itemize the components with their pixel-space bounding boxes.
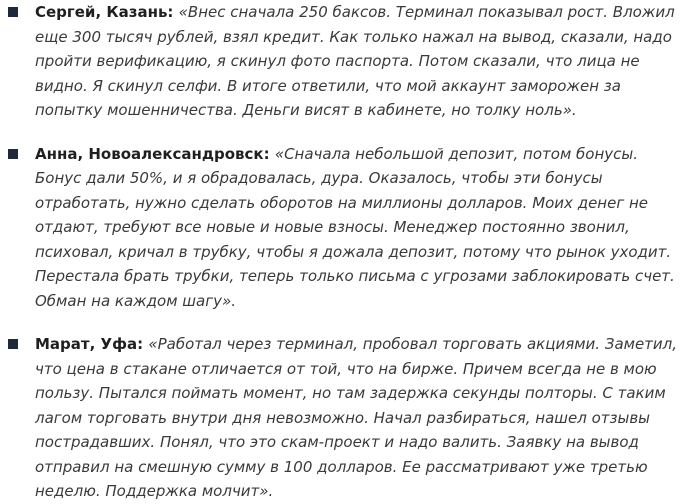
testimonial-quote: «Работал через терминал, пробовал торговать акциями. Заметил, что цена в стакане отличается от той, что на бирже. Причем всегда не в мою пользу. Пытался поймать момент, но там задержка секунды полторы. С таким лагом торговать внутри дня невозможно. Начал разбираться, нашел отзывы пострадавших. Понял, что это скам-проект и надо валить. Заявку на вывод отправил на смешную сумму в 100 долларов. Ее рассматривают уже третью неделю. Поддержка молчит». [35, 335, 678, 500]
testimonial-author: Анна, Новоалександровск: [35, 144, 275, 163]
testimonial-quote: «Внес сначала 250 баксов. Терминал показывал рост. Вложил еще 300 тысяч рублей, взял кредит. Как только нажал на вывод, сказали, надо пройти верификацию, я скинул фото паспорта. Потом сказали, что лица не видно. Я скинул селфи. В итоге ответили, что мой аккаунт заморожен за попытку мошенничества. Деньги висят в кабинете, но толку ноль». [35, 3, 675, 119]
square-bullet-icon [8, 7, 18, 17]
testimonial-quote: «Сначала небольшой депозит, потом бонусы. Бонус дали 50%, и я обрадовалась, дура. Оказалось, чтобы эти бонусы отработать, нужно сделать оборотов на миллионы долларов. Моих денег не отдают, требуют все новые и новые взносы. Менеджер постоянно звонил, психовал, кричал в трубку, чтобы я дожала депозит, потому что рынок уходит. Перестала брать трубки, теперь только письма с угрозами заблокировать счет. Обман на каждом шагу». [35, 144, 675, 310]
testimonial-item [0, 332, 700, 504]
square-bullet-icon [8, 149, 18, 159]
testimonial-item [0, 0, 700, 123]
testimonial-author: Марат, Уфа: [35, 335, 149, 353]
square-bullet-icon [8, 339, 18, 349]
testimonial-item [0, 142, 700, 314]
testimonial-author: Сергей, Казань: [35, 3, 179, 21]
